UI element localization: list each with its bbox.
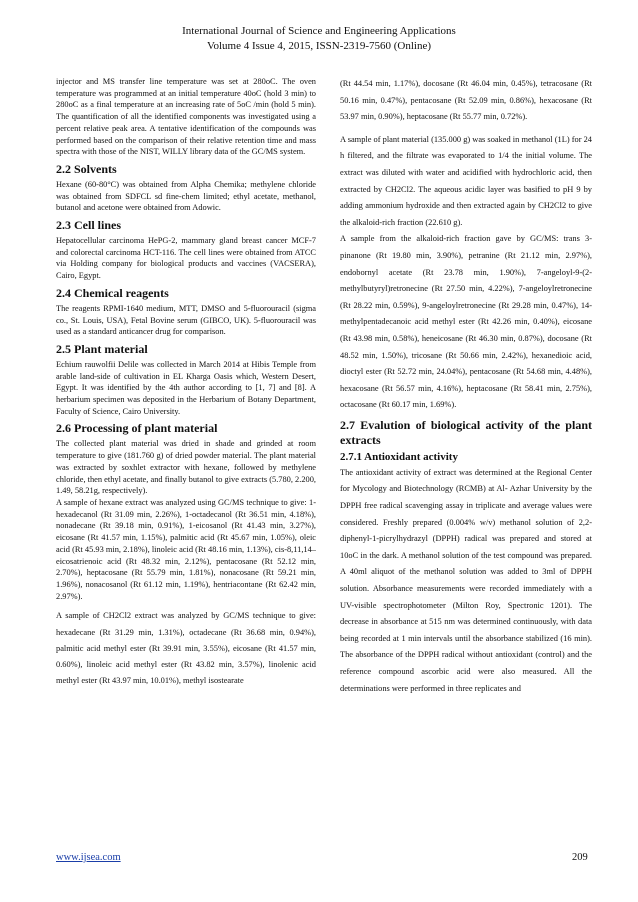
journal-link[interactable]: www.ijsea.com bbox=[56, 852, 121, 863]
page-number: 209 bbox=[572, 852, 588, 863]
paragraph-chemical-reagents: The reagents RPMI-1640 medium, MTT, DMSO and 5-fluorouracil (sigma co., St. Louis, USA), Fetal Bovine serum (GIBCO, UK). 5-fluorouracil was used as a standard anticancer drug for comparison. bbox=[56, 303, 316, 337]
left-column bbox=[56, 76, 316, 689]
paragraph-ch2cl2-continued: (Rt 44.54 min, 1.17%), docosane (Rt 46.04 min, 0.45%), tetracosane (Rt 50.16 min, 0.47%), pentacosane (Rt 52.09 min, 0.86%), hexacosane (Rt 53.97 min, 0.90%), heptacosane (Rt 55.77 min, 0.72%). bbox=[340, 79, 592, 122]
heading-processing: 2.6 Processing of plant material bbox=[56, 421, 218, 436]
paragraph-alkaloid-fraction: A sample from the alkaloid-rich fraction gave by GC/MS: trans 3-pinanone (Rt 19.80 min, 3.90%), petranine (Rt 21.12 min, 2.97%), endobornyl acetate (Rt 23.78 min, 1.90%), 7-angeloyl-9-(2-methylbutyryl)retronecine (Rt 27.50 min, 4.22%), 7-angeloylretronecine (Rt 28.22 min, 0.59%), 9-angeloylretronecine (Rt 29.28 min, 0.47%), 14-methylpentadecanoic acid methyl ester (Rt 42.26 min, 0.40%), eicosane (Rt 43.98 min, 0.58%), heneicosane (Rt 46.30 min, 0.87%), docosane (Rt 48.52 min, 1.50%), tricosane (Rt 50.66 min, 2.42%), hexanedioic acid, dioctyl ester (Rt 52.72 min, 24.04%), pentacosane (Rt 54.68 min, 4.48%), hexacosane (Rt 56.57 min, 4.16%), heptacosane (Rt 58.41 min, 2.75%), octacosane (Rt 60.17 min, 1.69%). bbox=[340, 234, 592, 410]
journal-volume: Volume 4 Issue 4, 2015, ISSN-2319-7560 (Online) bbox=[206, 40, 432, 52]
heading-cell-lines: 2.3 Cell lines bbox=[56, 218, 121, 233]
paragraph-gcms-conditions: injector and MS transfer line temperature was set at 280oC. The oven temperature was programmed at an initial temperature 40oC (hold 3 min) to 280oC as a final temperature at an increasing rate of 5oC /min (hold 5 min). The quantification of all the identified components was investigated using a percent relative peak area. A tentative identification of the compounds was performed based on the comparison of their relative retention time and mass spectra with those of the NIST, WILLY library data of the GC/MS system. bbox=[56, 77, 316, 157]
heading-biological-activity: 2.7 Evalution of biological activity of the plant extracts bbox=[340, 417, 592, 447]
heading-antioxidant-activity: 2.7.1 Antioxidant activity bbox=[340, 450, 458, 463]
paragraph-hexane-extract: A sample of hexane extract was analyzed using GC/MS technique to give: 1-hexadecanol (Rt 31.09 min, 2.26%), 1-octadecanol (Rt 36.51 min, 4.18%), nonadecane (Rt 39.18 min, 0.91%), 1-eicosanol (Rt 41.43 min, 3.27%), eicosane (Rt 41.57 min, 1.15%), palmitic acid (Rt 45.67 min, 1.05%), oleic acid (Rt 45.93 min, 2.18%), linoleic acid (Rt 48.16 min, 1.13%), cis-8,11,14–eicosatrienoic acid (Rt 48.32 min, 2.12%), pentacosane (Rt 52.12 min, 2.70%), heptacosane (Rt 55.79 min, 1.81%), nonacosane (Rt 59.21 min, 1.96%), nonacosanol (Rt 61.12 min, 1.19%), hentriacontane (Rt 62.42 min, 2.97%). bbox=[56, 497, 316, 601]
journal-title: International Journal of Science and Engineering Applications bbox=[182, 25, 456, 37]
heading-plant-material: 2.5 Plant material bbox=[56, 341, 148, 356]
heading-solvents: 2.2 Solvents bbox=[56, 161, 117, 176]
paragraph-ch2cl2-extract: A sample of CH2Cl2 extract was analyzed by GC/MS technique to give: hexadecane (Rt 31.29 min, 1.31%), octadecane (Rt 36.68 min, 0.94%), palmitic acid methyl ester (Rt 39.91 min, 3.55%), eicosane (Rt 41.57 min, 0.60%), linoleic acid methyl ester (Rt 43.82 min, 3.57%), linolenic acid methyl ester (Rt 43.97 min, 10.01%), methyl isostearate bbox=[56, 611, 316, 686]
paragraph-solvents: Hexane (60-80°C) was obtained from Alpha Chemika; methylene chloride was obtained from SDFCL sd fine-chem limited; ethyl acetate, methanol, butanol and acetone were obtained from Adowic. bbox=[56, 179, 316, 213]
paragraph-processing: The collected plant material was dried in shade and grinded at room temperature to give (181.760 g) of dried powder material. The plant material was extracted by soxhlet extractor with hexane, followed by methylene chloride, then ethyl acetate, and finally butanol to give extracts (5.780, 2.200, 1.49, 58.21g, respectively). bbox=[56, 439, 316, 496]
paragraph-methanol-extraction: A sample of plant material (135.000 g) was soaked in methanol (1L) for 24 h filtered, and the filtrate was evaporated to 1/4 the initial volume. The extract was diluted with water and acidified with hydrochloric acid, then extracted by CH2Cl2. The aqueous acidic layer was basified to pH 9 by adding ammonium hydroxide and then extracted again by CH2Cl2 to give the alkaloid-rich fraction (22.610 g). bbox=[340, 134, 592, 227]
right-column bbox=[340, 76, 592, 697]
paragraph-plant-material: Echium rauwolfii Delile was collected in March 2014 at Hibis Temple from arable land-side of cultivation in EL Kharga Oasis which, Western Desert, Egypt. It was identified by the 4th author according to [1, 7] and [8]. A herbarium specimen was deposited in the Herbarium of Botany Department, Faculty of Science, Cairo University. bbox=[56, 359, 316, 416]
heading-chemical-reagents: 2.4 Chemical reagents bbox=[56, 285, 169, 300]
journal-header bbox=[0, 24, 638, 54]
paragraph-cell-lines: Hepatocellular carcinoma HePG-2, mammary gland breast cancer MCF-7 and colorectal carcinoma HCT-116. The cell lines were obtained from ATCC via Holding company for biological products and vaccines (VACSERA), Cairo, Egypt. bbox=[56, 236, 316, 281]
paragraph-antioxidant: The antioxidant activity of extract was determined at the Regional Center for Mycology and Biotechnology (RCMB) at Al- Azhar University by the DPPH free radical scavenging assay in triplicate and average values were considered. Freshly prepared (0.004% w/v) methanol solution of 2,2-diphenyl-1-picrylhydrazyl (DPPH) radical was prepared and stored at 10oC in the dark. A methanol solution of the test compound was prepared. A 40ml aliquot of the methanol solution was added to 3ml of DPPH solution. Absorbance measurements were recorded immediately with a UV-visible spectrophotometer (Milton Roy, Spectronic 1201). The decrease in absorbance at 515 nm was determined continuously, with data being recorded at 1 min intervals until the absorbance stabilized (16 min). The absorbance of the DPPH radical without antioxidant (control) and the reference compound ascorbic acid were also measured. All the determinations were performed in three replicates and bbox=[340, 467, 592, 693]
